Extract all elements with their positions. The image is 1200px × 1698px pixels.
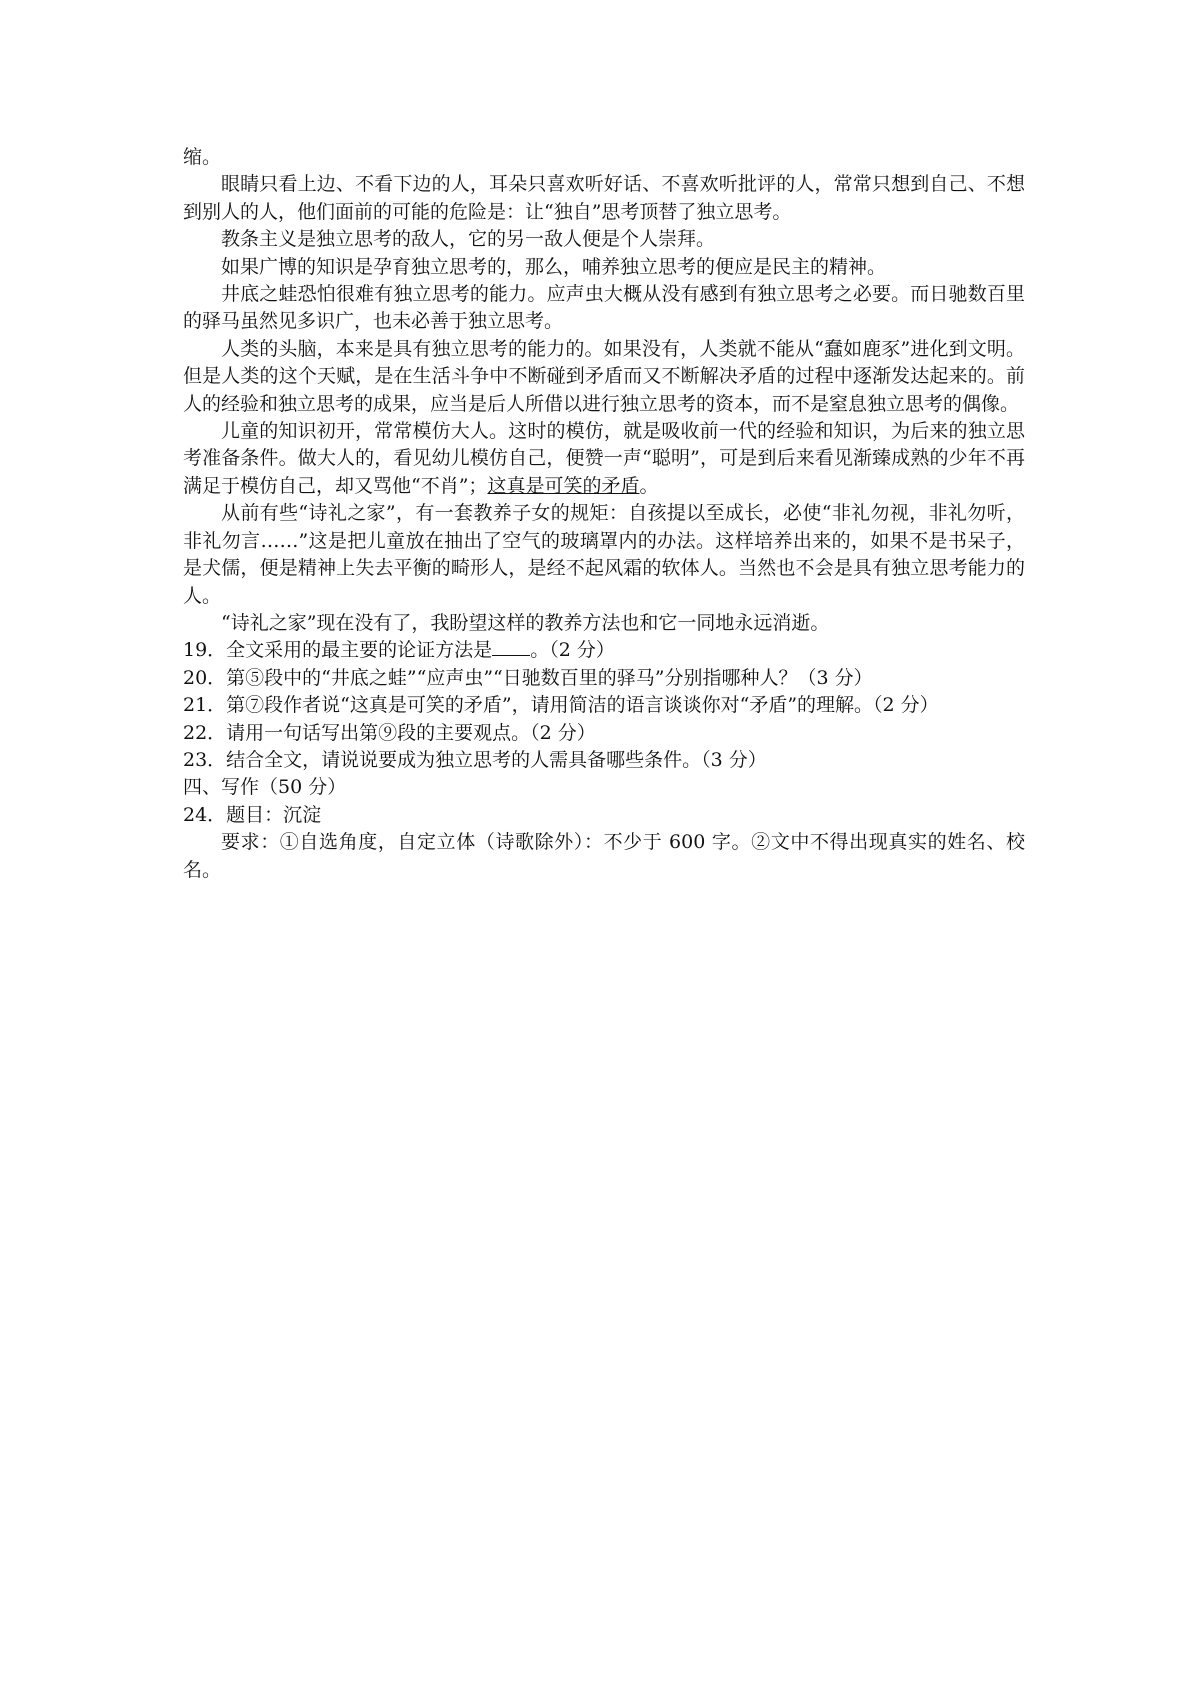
passage-paragraph-4: 井底之蛙恐怕很难有独立思考的能力。应声虫大概从没有感到有独立思考之必要。而日驰数百里的驿马虽然见多识广，也未必善于独立思考。	[183, 283, 1025, 333]
question-24: 24．题目：沉淀	[183, 803, 322, 826]
document-page	[183, 144, 1025, 884]
passage-paragraph-2: 教条主义是独立思考的敌人，它的另一敌人便是个人崇拜。	[221, 228, 716, 251]
passage-paragraph-8: “诗礼之家”现在没有了，我盼望这样的教养方法也和它一同地永远消逝。	[221, 611, 830, 634]
question-24-requirements: 要求：①自选角度，自定立体（诗歌除外）：不少于 600 字。②文中不得出现真实的姓名、校名。	[183, 831, 1025, 881]
passage-paragraph-5: 人类的头脑，本来是具有独立思考的能力的。如果没有，人类就不能从“蠢如鹿豕”进化到文明。但是人类的这个天赋，是在生活斗争中不断碰到矛盾而又不断解决矛盾的过程中逐渐发达起来的。前人的经验和独立思考的成果，应当是后人所借以进行独立思考的资本，而不是窒息独立思考的偶像。	[183, 337, 1025, 415]
question-20: 20．第⑤段中的“井底之蛙”“应声虫”“日驰数百里的驿马”分别指哪种人？（3 分）	[183, 666, 873, 689]
question-19-text: 19．全文采用的最主要的论证方法是	[183, 639, 493, 662]
answer-blank[interactable]	[492, 637, 530, 656]
question-22: 22．请用一句话写出第⑨段的主要观点。（2 分）	[183, 721, 596, 744]
underlined-contradiction-sentence: 这真是可笑的矛盾	[487, 474, 640, 497]
question-19-score: 。（2 分）	[530, 639, 615, 662]
passage-paragraph-6-text: 儿童的知识初开，常常模仿大人。这时的模仿，就是吸收前一代的经验和知识，为后来的独立思考准备条件。做大人的，看见幼儿模仿自己，便赞一声“聪明”，可是到后来看见渐臻成熟的少年不再满足于模仿自己，却又骂他“不肖”；	[183, 420, 1025, 497]
question-23: 23．结合全文，请说说要成为独立思考的人需具备哪些条件。（3 分）	[183, 748, 767, 771]
passage-fragment: 缩。	[183, 146, 222, 168]
passage-paragraph-1: 眼睛只看上边、不看下边的人，耳朵只喜欢听好话、不喜欢听批评的人，常常只想到自己、不想到别人的人，他们面前的可能的危险是：让“独自”思考顶替了独立思考。	[183, 173, 1025, 223]
question-19	[183, 637, 1025, 664]
passage-paragraph-7: 从前有些“诗礼之家”，有一套教养子女的规矩：自孩提以至成长，必使“非礼勿视，非礼勿听，非礼勿言……”这是把儿童放在抽出了空气的玻璃罩内的办法。这样培养出来的，如果不是书呆子，是犬儒，便是精神上失去平衡的畸形人，是经不起风霜的软体人。当然也不会是具有独立思考能力的人。	[183, 502, 1025, 607]
passage-paragraph-6-end: 。	[639, 474, 659, 497]
passage-paragraph-3: 如果广博的知识是孕育独立思考的，那么，哺养独立思考的便应是民主的精神。	[221, 255, 887, 278]
passage-paragraph-6	[183, 418, 1025, 500]
section-heading-writing: 四、写作（50 分）	[183, 776, 347, 799]
question-21: 21．第⑦段作者说“这真是可笑的矛盾”，请用简洁的语言谈谈你对“矛盾”的理解。（2 分）	[183, 694, 939, 717]
